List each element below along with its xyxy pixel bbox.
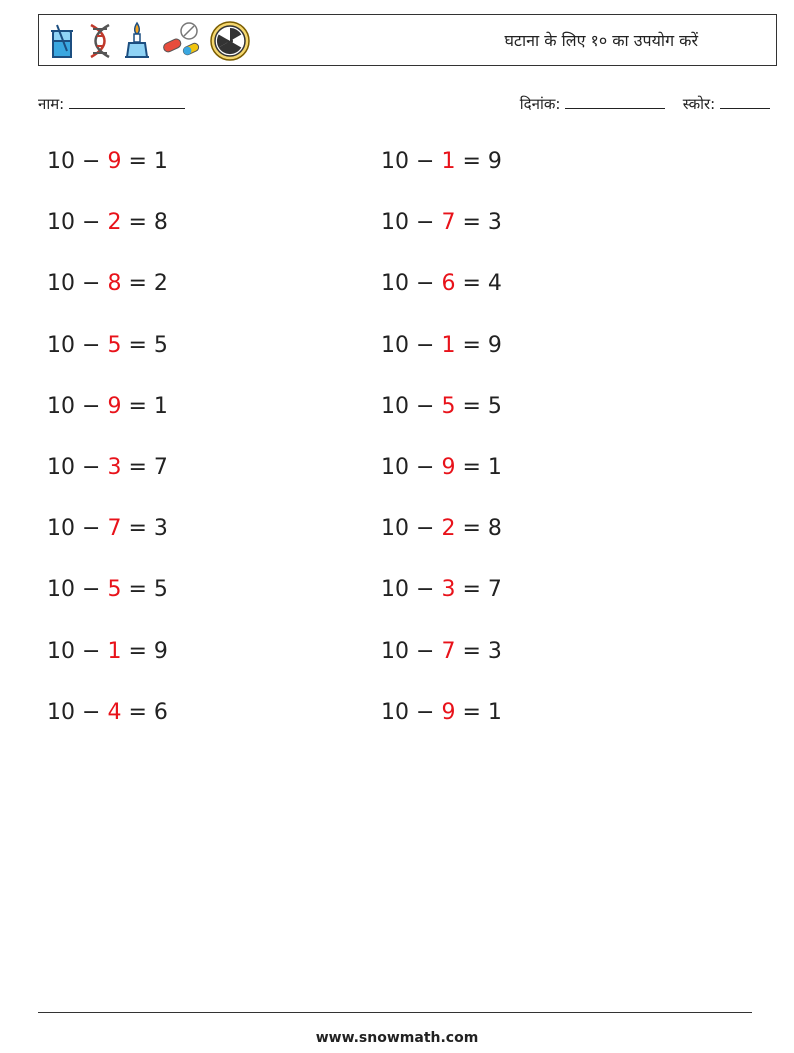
equals-sign: = (462, 516, 481, 542)
minuend: 10 (47, 149, 75, 174)
operator: − (82, 516, 101, 542)
operator: − (416, 516, 435, 542)
subtrahend: 7 (441, 638, 456, 664)
equals-sign: = (462, 271, 481, 297)
minuend: 10 (47, 638, 75, 664)
operator: − (82, 210, 101, 236)
date-score-field (520, 94, 770, 114)
answer: 3 (153, 516, 168, 542)
answer: 2 (153, 271, 168, 297)
bunsen-burner-icon (121, 21, 153, 61)
equals-sign: = (462, 454, 481, 480)
problem-item (47, 452, 381, 513)
minuend: 10 (47, 454, 75, 480)
operator: − (416, 454, 435, 480)
problem-item (47, 146, 381, 207)
name-field (38, 94, 185, 114)
answer: 9 (487, 332, 502, 358)
equals-sign: = (462, 577, 481, 603)
date-blank[interactable] (565, 94, 665, 109)
minuend: 10 (381, 516, 409, 542)
problem-item (47, 207, 381, 268)
problem-item (381, 636, 715, 697)
problem-item (381, 697, 715, 758)
subtrahend: 1 (441, 149, 456, 174)
pills-icon (159, 21, 203, 61)
minuend: 10 (381, 271, 409, 297)
equals-sign: = (462, 149, 481, 174)
operator: − (416, 699, 435, 725)
minuend: 10 (47, 332, 75, 358)
footer-url: www.snowmath.com (315, 1030, 479, 1046)
beaker-icon (47, 21, 79, 61)
operator: − (82, 454, 101, 480)
answer: 6 (153, 699, 168, 725)
minuend: 10 (47, 393, 75, 419)
subtrahend: 3 (441, 577, 456, 603)
problem-item (47, 697, 381, 758)
problem-item (47, 268, 381, 329)
equals-sign: = (128, 577, 147, 603)
radiation-icon (209, 20, 251, 62)
subtrahend: 5 (441, 393, 456, 419)
name-blank[interactable] (69, 94, 185, 109)
equals-sign: = (128, 271, 147, 297)
equals-sign: = (462, 332, 481, 358)
answer: 1 (153, 393, 168, 419)
operator: − (82, 393, 101, 419)
problem-item (381, 574, 715, 635)
problem-item (381, 391, 715, 452)
problem-item (47, 513, 381, 574)
equals-sign: = (128, 516, 147, 542)
operator: − (82, 638, 101, 664)
minuend: 10 (47, 699, 75, 725)
subtrahend: 6 (441, 271, 456, 297)
equals-sign: = (462, 210, 481, 236)
operator: − (82, 149, 101, 174)
answer: 1 (153, 149, 168, 174)
equals-sign: = (462, 699, 481, 725)
equals-sign: = (462, 393, 481, 419)
equals-sign: = (128, 699, 147, 725)
equals-sign: = (462, 638, 481, 664)
equals-sign: = (128, 332, 147, 358)
answer: 4 (487, 271, 502, 297)
equals-sign: = (128, 210, 147, 236)
minuend: 10 (381, 210, 409, 236)
minuend: 10 (47, 271, 75, 297)
problem-item (47, 391, 381, 452)
header-box (38, 14, 777, 66)
answer: 1 (487, 699, 502, 725)
minuend: 10 (47, 516, 75, 542)
name-label: नाम: (38, 95, 65, 113)
icon-strip (47, 19, 251, 63)
operator: − (416, 638, 435, 664)
minuend: 10 (381, 332, 409, 358)
subtrahend: 8 (107, 271, 122, 297)
problem-grid (47, 146, 747, 758)
operator: − (416, 210, 435, 236)
answer: 7 (487, 577, 502, 603)
operator: − (82, 332, 101, 358)
answer: 8 (487, 516, 502, 542)
equals-sign: = (128, 149, 147, 174)
worksheet-title: घटाना के लिए १० का उपयोग करें (504, 31, 698, 50)
problem-item (381, 513, 715, 574)
minuend: 10 (381, 577, 409, 603)
dna-icon (85, 21, 115, 61)
operator: − (416, 393, 435, 419)
operator: − (416, 149, 435, 174)
problem-item (381, 330, 715, 391)
operator: − (416, 577, 435, 603)
minuend: 10 (47, 210, 75, 236)
subtrahend: 7 (107, 516, 122, 542)
operator: − (416, 271, 435, 297)
minuend: 10 (381, 454, 409, 480)
subtrahend: 9 (107, 149, 122, 174)
operator: − (82, 699, 101, 725)
minuend: 10 (381, 699, 409, 725)
answer: 3 (487, 638, 502, 664)
footer-divider (38, 1012, 752, 1013)
problem-item (381, 146, 715, 207)
subtrahend: 5 (107, 577, 122, 603)
subtrahend: 2 (107, 210, 122, 236)
operator: − (416, 332, 435, 358)
answer: 9 (153, 638, 168, 664)
subtrahend: 7 (441, 210, 456, 236)
operator: − (82, 271, 101, 297)
minuend: 10 (47, 577, 75, 603)
minuend: 10 (381, 149, 409, 174)
answer: 5 (153, 577, 168, 603)
subtrahend: 1 (107, 638, 122, 664)
subtrahend: 4 (107, 699, 122, 725)
answer: 1 (487, 454, 502, 480)
answer: 9 (487, 149, 502, 174)
subtrahend: 9 (441, 699, 456, 725)
equals-sign: = (128, 638, 147, 664)
subtrahend: 9 (441, 454, 456, 480)
equals-sign: = (128, 454, 147, 480)
minuend: 10 (381, 638, 409, 664)
problem-item (381, 207, 715, 268)
problem-item (47, 330, 381, 391)
subtrahend: 9 (107, 393, 122, 419)
equals-sign: = (128, 393, 147, 419)
problem-item (47, 636, 381, 697)
subtrahend: 5 (107, 332, 122, 358)
answer: 8 (153, 210, 168, 236)
answer: 7 (153, 454, 168, 480)
answer: 5 (487, 393, 502, 419)
score-label: स्कोर: (682, 95, 716, 113)
problem-item (47, 574, 381, 635)
score-blank[interactable] (720, 94, 770, 109)
subtrahend: 3 (107, 454, 122, 480)
subtrahend: 1 (441, 332, 456, 358)
minuend: 10 (381, 393, 409, 419)
subtrahend: 2 (441, 516, 456, 542)
answer: 5 (153, 332, 168, 358)
date-label: दिनांक: (519, 95, 561, 113)
problem-item (381, 268, 715, 329)
operator: − (82, 577, 101, 603)
problem-item (381, 452, 715, 513)
answer: 3 (487, 210, 502, 236)
